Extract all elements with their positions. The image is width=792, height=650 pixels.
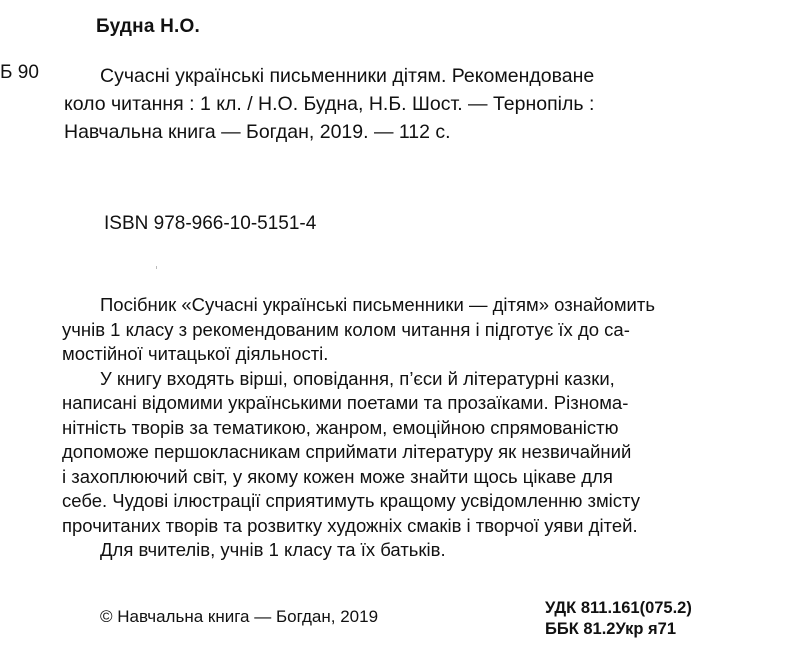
abstract-line: написані відомими українськими поетами та прозаїками. Різнома- [62,392,629,413]
abstract-line: нітність творів за тематикою, жанром, емоційною спрямованістю [62,416,619,438]
biblio-line: Сучасні українські письменники дітям. Рекомендоване [100,65,595,87]
paper-speck [156,266,157,269]
abstract-line: допоможе першокласникам сприймати літературу як незвичайний [62,441,632,462]
author-heading: Будна Н.О. [96,16,200,37]
abstract-line: У книгу входять вірші, оповідання, п’єси й літературні казки, [100,367,615,389]
book-abstract [62,293,786,563]
abstract-line: себе. Чудові ілюстрації сприятимуть кращому усвідомленню змісту [62,490,640,511]
abstract-line: і захоплюючий світ, у якому кожен може знайти щось цікаве для [62,465,613,487]
biblio-line: Навчальна книга — Богдан, 2019. — 112 с. [64,121,451,143]
audience-line: Для вчителів, учнів 1 класу та їх батьків. [100,539,446,560]
bibliographic-description [64,62,784,146]
copyright-notice: © Навчальна книга — Богдан, 2019 [100,607,379,626]
classification-codes [545,598,692,640]
catalog-code: Б 90 [0,62,39,83]
abstract-line: прочитаних творів та розвитку художніх смаків і творчої уяви дітей. [62,514,638,536]
abstract-line: мостійної читацької діяльності. [62,343,329,364]
abstract-line: Посібник «Сучасні українські письменники — дітям» ознайомить [100,294,655,315]
udc-code: УДК 811.161(075.2) [545,599,692,617]
abstract-line: учнів 1 класу з рекомендованим колом читання і підготує їх до са- [62,318,630,340]
isbn-number: ISBN 978-966-10-5151-4 [104,213,317,234]
bbk-code: ББК 81.2Укр я71 [545,620,677,638]
biblio-line: коло читання : 1 кл. / Н.О. Будна, Н.Б. Шост. — Тернопіль : [64,93,595,115]
